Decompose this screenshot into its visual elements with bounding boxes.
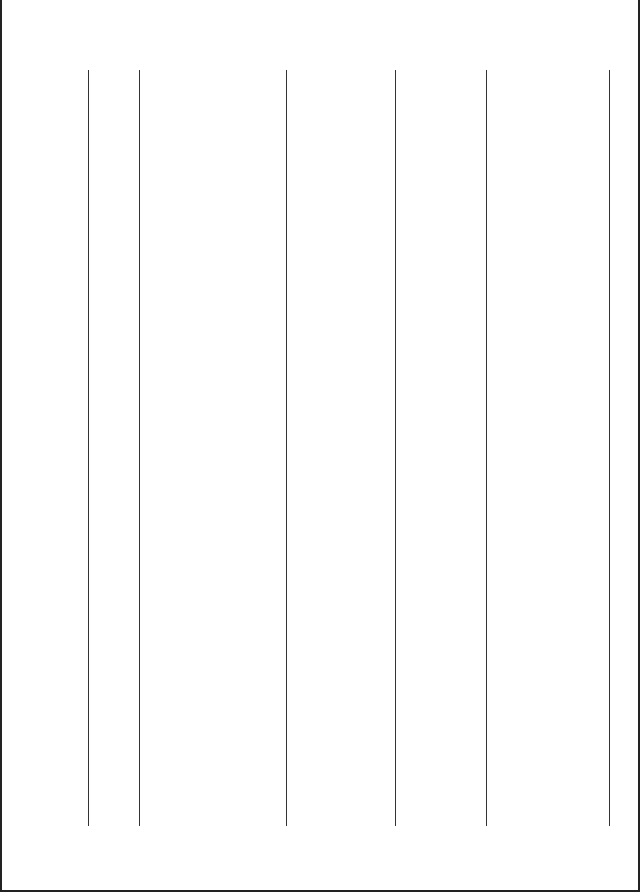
table-border-right — [609, 70, 610, 826]
column-divider — [486, 70, 487, 826]
table-border-left — [88, 70, 89, 826]
column-divider — [139, 70, 140, 826]
column-divider — [286, 70, 287, 826]
data-table — [88, 70, 610, 826]
column-divider — [395, 70, 396, 826]
